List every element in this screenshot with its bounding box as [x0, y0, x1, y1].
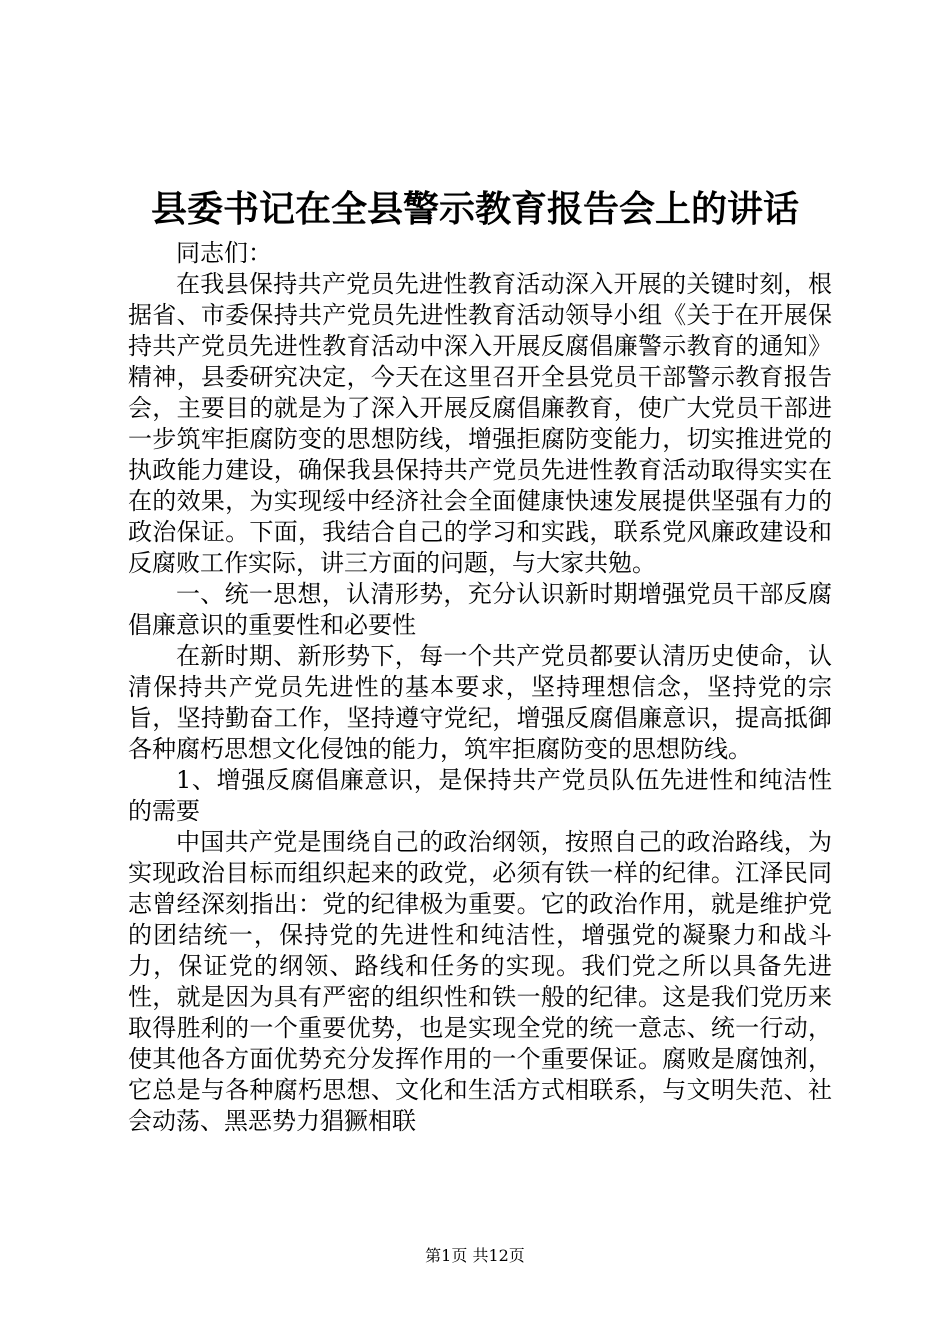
paragraph: 在我县保持共产党员先进性教育活动深入开展的关键时刻，根据省、市委保持共产党员先进性教育活动领导小组《关于在开展保持共产党员先进性教育活动中深入开展反腐倡廉警示教育的通知》精神，县委研究决定，今天在这里召开全县党员干部警示教育报告会，主要目的就是为了深入开展反腐倡廉教育，使广大党员干部进一步筑牢拒腐防变的思想防线，增强拒腐防变能力，切实推进党的执政能力建设，确保我县保持共产党员先进性教育活动取得实实在在的效果，为实现绥中经济社会全面健康快速发展提供坚强有力的政治保证。下面，我结合自己的学习和实践，联系党风廉政建设和反腐败工作实际，讲三方面的问题，与大家共勉。 — [128, 270, 832, 577]
subsection-heading: 1、增强反腐倡廉意识，是保持共产党员队伍先进性和纯洁性的需要 — [128, 766, 832, 825]
document-body — [128, 238, 832, 1137]
salutation: 同志们： — [176, 239, 272, 267]
paragraph: 中国共产党是围绕自己的政治纲领，按照自己的政治路线，为实现政治目标而组织起来的政党，必须有铁一样的纪律。江泽民同志曾经深刻指出：党的纪律极为重要。它的政治作用，就是维护党的团结统一，保持党的先进性和纯洁性，增强党的凝聚力和战斗力，保证党的纲领、路线和任务的实现。我们党之所以具备先进性，就是因为具有严密的组织性和铁一般的纪律。这是我们党历来取得胜利的一个重要优势，也是实现全党的统一意志、统一行动，使其他各方面优势充分发挥作用的一个重要保证。腐败是腐蚀剂，它总是与各种腐朽思想、文化和生活方式相联系，与文明失范、社会动荡、黑恶势力猖獗相联 — [128, 828, 832, 1135]
section-heading: 一、统一思想，认清形势，充分认识新时期增强党员干部反腐倡廉意识的重要性和必要性 — [128, 580, 832, 639]
document-title: 县委书记在全县警示教育报告会上的讲话 — [150, 188, 799, 230]
page-number: 第1页 共12页 — [425, 1246, 525, 1265]
paragraph: 在新时期、新形势下，每一个共产党员都要认清历史使命，认清保持共产党员先进性的基本要求，坚持理想信念，坚持党的宗旨，坚持勤奋工作，坚持遵守党纪，增强反腐倡廉意识，提高抵御各种腐朽思想文化侵蚀的能力，筑牢拒腐防变的思想防线。 — [128, 642, 832, 763]
